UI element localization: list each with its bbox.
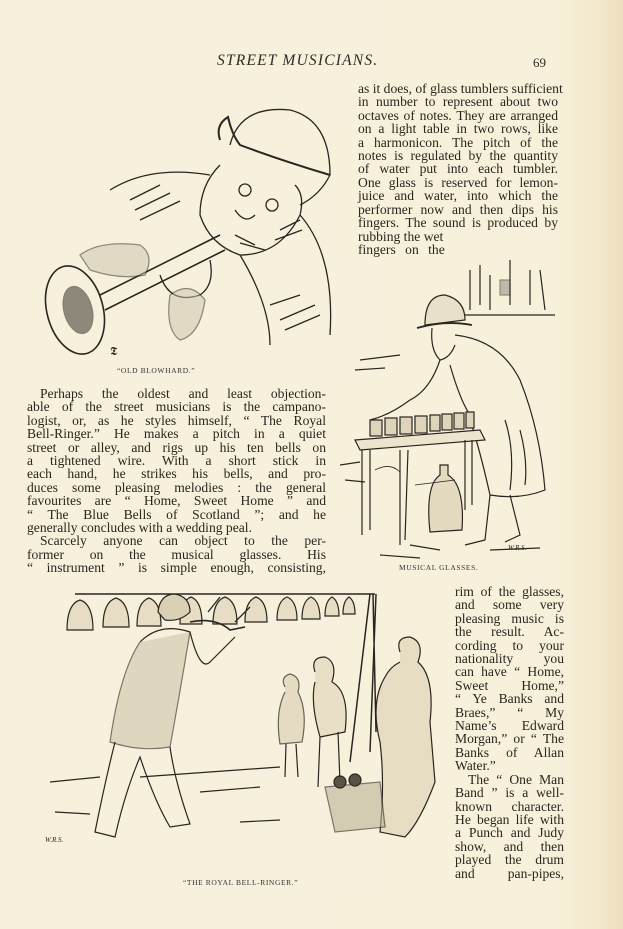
text-line: street or alley, and rigs up his ten bells on xyxy=(27,439,326,455)
text-line: Name’s Edward xyxy=(455,718,564,734)
text-line: Morgan,” or “ The xyxy=(455,731,564,747)
text-line: notes is regulated by the quantity xyxy=(358,148,558,164)
caption-royal-bell-ringer: “THE ROYAL BELL-RINGER.” xyxy=(183,878,299,887)
glass-player-drawing xyxy=(340,250,565,560)
page-number: 69 xyxy=(533,55,546,70)
text-line: rim of the glasses, xyxy=(455,584,564,599)
text-line: and pan-pipes, xyxy=(455,865,564,881)
text-line: Perhaps the oldest and least objection- xyxy=(40,386,326,401)
text-line: duces some pleasing melodies : the general xyxy=(27,479,326,495)
text-line: each hand, he strikes his bells, and pro- xyxy=(27,466,326,482)
text-line: nationality you xyxy=(455,651,564,667)
illustrator-signature: W.R.S. xyxy=(508,544,527,552)
running-title: STREET MUSICIANS. xyxy=(217,52,379,69)
text-line: show, and then xyxy=(455,838,564,854)
text-line: a harmonicon. The pitch of the xyxy=(358,134,558,150)
text-line: rubbing the wet xyxy=(358,229,444,244)
text-line: juice and water, into which the xyxy=(358,188,558,204)
text-line: One glass is reserved for lemon- xyxy=(358,174,558,190)
text-line: favourites are “ Home, Sweet Home ” and xyxy=(27,493,326,509)
caption-old-blowhard: “OLD BLOWHARD.” xyxy=(117,366,196,375)
illustration-royal-bell-ringer xyxy=(40,582,440,872)
illustration-old-blowhard xyxy=(40,105,340,360)
text-line: and some very xyxy=(455,597,564,613)
right-column-bottom-text xyxy=(455,585,564,880)
text-line: Braes,” “ My xyxy=(455,704,564,720)
text-line: fingers on the xyxy=(358,242,445,258)
text-line: Bell-Ringer.” He makes a pitch in a quiet xyxy=(27,426,326,442)
text-line: can have “ Home, xyxy=(455,664,564,680)
text-line: played the drum xyxy=(455,852,564,868)
text-line: The “ One Man xyxy=(468,771,564,787)
illustrator-signature: W.R.S. xyxy=(45,836,64,844)
text-line: performer now and then dips his xyxy=(358,201,558,217)
text-line: “ The Blue Bells of Scotland ”; and he xyxy=(27,506,326,522)
text-line: generally concludes with a wedding peal. xyxy=(27,520,252,536)
illustration-musical-glasses xyxy=(340,250,565,560)
text-line: on a light table in two rows, like xyxy=(358,121,558,137)
text-line: pleasing music is xyxy=(455,610,564,626)
text-line: Sweet Home,” xyxy=(455,677,564,693)
text-line: as it does, of glass tumblers sufficient xyxy=(358,81,563,96)
left-column-text xyxy=(27,387,326,575)
text-line: fingers. The sound is produced by xyxy=(358,215,558,231)
text-line: “ instrument ” is simple enough, consisting, xyxy=(27,560,326,576)
text-line: logist, or, as he styles himself, “ The Royal xyxy=(27,412,326,428)
text-line: able of the street musicians is the campano- xyxy=(27,399,326,415)
text-line: known character. xyxy=(455,798,564,814)
text-line: a Punch and Judy xyxy=(455,825,564,841)
text-line: Band ” is a well- xyxy=(455,785,564,801)
text-line: in number to represent about two xyxy=(358,94,558,110)
text-line: cording to your xyxy=(455,637,564,653)
bell-ringer-drawing xyxy=(40,582,440,872)
text-line: the result. Ac- xyxy=(455,624,564,640)
text-line: Water.” xyxy=(455,758,496,774)
svg-text:𝕿: 𝕿 xyxy=(110,344,118,358)
text-line: of water put into each tumbler. xyxy=(358,161,558,177)
text-line: Banks of Allan xyxy=(455,744,564,760)
caption-musical-glasses: MUSICAL GLASSES. xyxy=(399,563,479,572)
text-line: He began life with xyxy=(455,811,564,827)
cornet-player-drawing xyxy=(40,105,340,360)
text-line: octaves of notes. They are arranged xyxy=(358,107,558,123)
text-line: a tightened wire. With a short stick in xyxy=(27,453,326,469)
text-line: “ Ye Banks and xyxy=(455,691,564,707)
text-line: Scarcely anyone can object to the per- xyxy=(40,533,326,549)
right-column-top-text xyxy=(358,81,563,231)
text-line: former on the musical glasses. His xyxy=(27,546,326,562)
